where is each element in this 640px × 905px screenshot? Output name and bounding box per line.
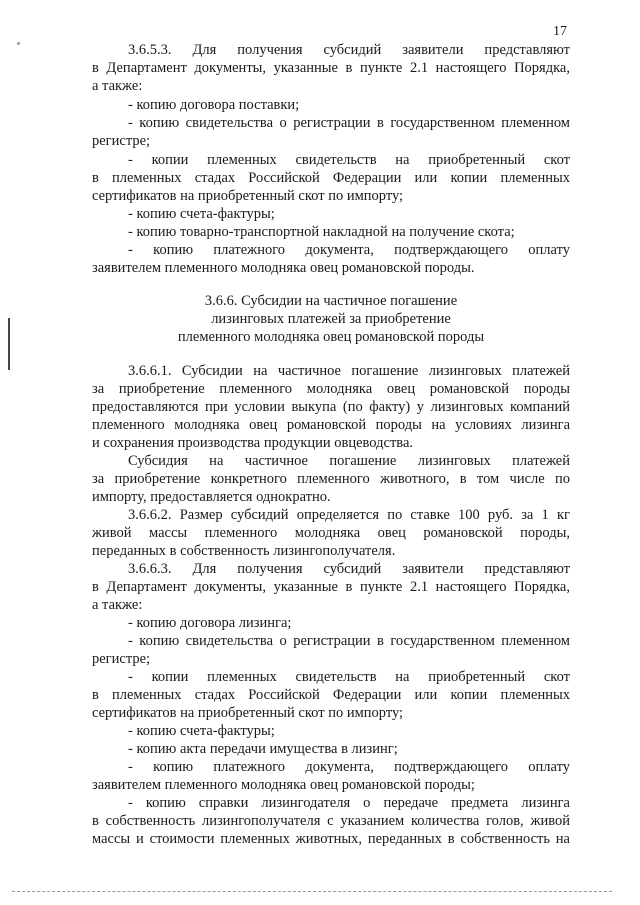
list-item: - копию договора поставки; [128, 97, 300, 113]
text-line: импорту, предоставляется однократно. [92, 489, 331, 505]
list-item: - копию товарно-транспортной накладной на получение скота; [128, 224, 515, 240]
list-item: - копию платежного документа, подтверждающего оплату [128, 242, 570, 258]
page-number: 17 [553, 24, 567, 39]
text-line: за приобретение племенного молодняка овец романовской породы [92, 381, 570, 397]
text-line: живой массы племенного молодняка овец романовской породы, [92, 525, 570, 541]
text-line: 3.6.6.2. Размер субсидий определяется по ставке 100 руб. за 1 кг [128, 507, 570, 523]
text-line: регистре; [92, 651, 151, 667]
list-item: - копии племенных свидетельств на приобретенный скот [128, 669, 570, 685]
text-line: а также: [92, 78, 143, 94]
text-line: массы и стоимости племенных животных, переданных в собственность на [92, 831, 570, 847]
text-line: переданных в собственность лизингополучателя. [92, 543, 396, 559]
text-line: Субсидия на частичное погашение лизинговых платежей [128, 453, 570, 469]
text-line: в собственность лизингополучателя с указанием количества голов, живой [92, 813, 570, 829]
text-line: 3.6.6.3. Для получения субсидий заявители представляют [128, 561, 570, 577]
text-line: в племенных стадах Российской Федерации или копии племенных [92, 170, 570, 186]
list-item: - копию счета-фактуры; [128, 723, 275, 739]
text-line: а также: [92, 597, 143, 613]
text-line: предоставляются при условии выкупа (по факту) у лизинговых компаний [92, 399, 570, 415]
text-line: и сохранения производства продукции овцеводства. [92, 435, 414, 451]
scan-edge-line [12, 891, 612, 892]
text-line: в племенных стадах Российской Федерации или копии племенных [92, 687, 570, 703]
list-item: - копию акта передачи имущества в лизинг; [128, 741, 398, 757]
section-heading: лизинговых платежей за приобретение [211, 311, 451, 327]
text-line: за приобретение конкретного племенного животного, в том числе по [92, 471, 570, 487]
list-item: - копию справки лизингодателя о передаче предмета лизинга [128, 795, 570, 811]
list-item: - копию свидетельства о регистрации в государственном племенном [128, 633, 570, 649]
text-line: сертификатов на приобретенный скот по импорту; [92, 705, 404, 721]
text-line: регистре; [92, 133, 151, 149]
list-item: - копию свидетельства о регистрации в государственном племенном [128, 115, 570, 131]
section-heading: племенного молодняка овец романовской породы [177, 329, 485, 345]
list-item: - копию договора лизинга; [128, 615, 292, 631]
text-line: заявителем племенного молодняка овец романовской породы. [92, 260, 475, 276]
margin-mark [8, 318, 10, 370]
text-line: сертификатов на приобретенный скот по импорту; [92, 188, 404, 204]
text-line: 3.6.6.1. Субсидии на частичное погашение лизинговых платежей [128, 363, 570, 379]
list-item: - копию платежного документа, подтверждающего оплату [128, 759, 570, 775]
list-item: - копию счета-фактуры; [128, 206, 275, 222]
section-heading: 3.6.6. Субсидии на частичное погашение [204, 293, 458, 309]
scan-speck [17, 42, 20, 45]
list-item: - копии племенных свидетельств на приобретенный скот [128, 152, 570, 168]
text-line: заявителем племенного молодняка овец романовской породы; [92, 777, 475, 793]
text-line: в Департамент документы, указанные в пункте 2.1 настоящего Порядка, [92, 579, 570, 595]
text-line: в Департамент документы, указанные в пункте 2.1 настоящего Порядка, [92, 60, 570, 76]
text-line: племенного молодняка овец романовской породы на условиях лизинга [92, 417, 570, 433]
text-line: 3.6.5.3. Для получения субсидий заявители представляют [128, 42, 570, 58]
